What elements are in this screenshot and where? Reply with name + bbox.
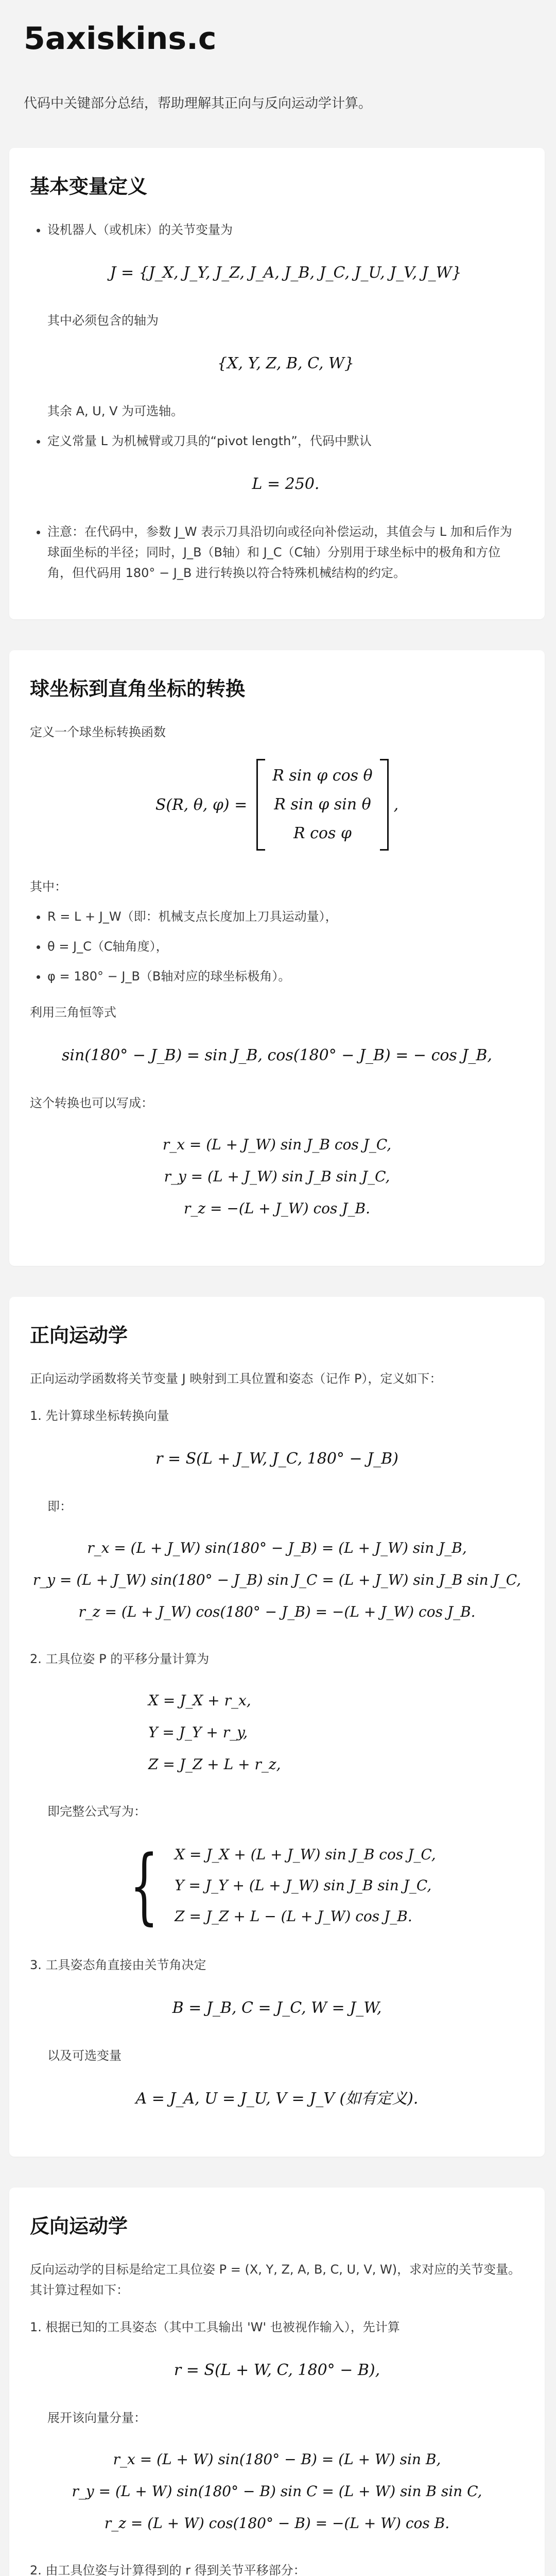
matrix-lhs: S(R, θ, φ) = (155, 795, 248, 814)
left-brace: { (130, 1837, 159, 1934)
equation-group (30, 1532, 524, 1628)
list-item (47, 431, 524, 498)
bullet-list (30, 906, 524, 987)
equation: r = S(L + W, C, 180° − B), (173, 2361, 380, 2379)
text-line: 其中： (30, 879, 67, 894)
equation-line: Z = J_Z + L − (L + J_W) cos J_B. (175, 1908, 412, 1925)
list-item: • φ = 180° − J_B（B轴对应的球坐标极角）。 (47, 966, 524, 987)
list-item (47, 219, 524, 421)
section-spherical-conversion (9, 650, 545, 1266)
text-line: 以及可选变量 (47, 2048, 121, 2063)
section-inverse-kinematics (9, 2188, 545, 2576)
step-text: 1. 根据已知的工具姿态（其中工具输出 'W' 也被视作输入），先计算 (30, 2320, 400, 2334)
equation: A = J_A, U = J_U, V = J_V (如有定义). (135, 2090, 419, 2108)
equation-line: r_x = (L + W) sin(180° − B) = (L + W) sin B, (113, 2451, 441, 2468)
matrix-equation (30, 759, 524, 851)
intro-text: 代码中关键部分总结，帮助理解其正向与反向运动学计算。 (24, 96, 372, 111)
text-line: 即： (47, 1499, 72, 1514)
list-item: • θ = J_C（C轴角度）， (47, 936, 524, 957)
equation: J = {J_X, J_Y, J_Z, J_A, J_B, J_C, J_U, J_V, J_W} (110, 264, 462, 282)
equation-line: r_z = (L + J_W) cos(180° − J_B) = −(L + J_W) cos J_B. (78, 1603, 476, 1620)
matrix-row: R sin φ cos θ (272, 767, 373, 785)
list-item: • R = L + J_W（即：机械支点长度加上刀具运动量）， (47, 906, 524, 927)
equation: {X, Y, Z, B, C, W} (217, 354, 354, 372)
equation-line: X = J_X + (L + J_W) sin J_B cos J_C, (175, 1846, 436, 1863)
list-item (47, 521, 524, 583)
text-line: 正向运动学函数将关节变量 J 映射到工具位置和姿态（记作 P），定义如下： (30, 1371, 442, 1386)
section-forward-kinematics (9, 1297, 545, 2157)
equation-line: r_z = −(L + J_W) cos J_B. (184, 1200, 370, 1217)
brace-equation (30, 1839, 524, 1932)
text-line: 定义一个球坐标转换函数 (30, 725, 166, 739)
equation: sin(180° − J_B) = sin J_B, cos(180° − J_B) = − cos J_B, (62, 1046, 492, 1064)
equation-line: r_y = (L + J_W) sin(180° − J_B) sin J_C = (L + J_W) sin J_B sin J_C, (32, 1571, 522, 1588)
left-bracket (256, 759, 265, 851)
text-line: 即完整公式写为： (47, 1804, 146, 1819)
matrix-row: R cos φ (293, 824, 352, 842)
equation-group (30, 1129, 524, 1225)
equation-line: r_z = (L + W) cos(180° − B) = −(L + W) cos B. (104, 2515, 450, 2532)
right-bracket (380, 759, 389, 851)
equation-line: r_y = (L + W) sin(180° − B) sin C = (L + W) sin B sin C, (72, 2483, 482, 2500)
article (9, 21, 545, 2576)
section-heading: 基本变量定义 (30, 175, 148, 198)
equation: r = S(L + J_W, J_C, 180° − J_B) (155, 1450, 398, 1468)
bullet-list (30, 219, 524, 583)
text-line: 展开该向量分量： (47, 2411, 146, 2425)
page-title: 5axiskins.c (24, 21, 217, 57)
equation-line: r_y = (L + J_W) sin J_B sin J_C, (164, 1168, 390, 1185)
equation: L = 250. (252, 475, 320, 493)
equation-line: Y = J_Y + (L + J_W) sin J_B sin J_C, (175, 1877, 432, 1894)
equation-line: r_x = (L + J_W) sin J_B cos J_C, (162, 1136, 392, 1153)
equation-line: Z = J_Z + L + r_z, (148, 1756, 281, 1773)
text-line: 这个转换也可以写成： (30, 1096, 153, 1110)
section-heading: 反向运动学 (30, 2215, 128, 2238)
equation: B = J_B, C = J_C, W = J_W, (172, 1999, 382, 2017)
text-line: 其中必须包含的轴为 (47, 313, 159, 328)
bullet-text: 定义常量 L 为机械臂或刀具的“pivot length”，代码中默认 (47, 434, 372, 448)
matrix-comma: , (393, 795, 399, 814)
matrix-cells (265, 761, 379, 848)
section-heading: 球坐标到直角坐标的转换 (30, 677, 246, 700)
step-text: 2. 工具位姿 P 的平移分量计算为 (30, 1652, 210, 1666)
text-line: 其余 A, U, V 为可选轴。 (47, 404, 184, 418)
matrix-row: R sin φ sin θ (274, 795, 371, 814)
bullet-text: 注意：在代码中，参数 J_W 表示刀具沿切向或径向补偿运动，其值会与 L 加和后作为球面坐标的半径；同时，J_B（B轴）和 J_C（C轴）分别用于球坐标中的极角和方位角，但代码用 180° − J_B 进行转换以符合特殊机械结构的约定。 (47, 524, 512, 580)
equation-line: r_x = (L + J_W) sin(180° − J_B) = (L + J_W) sin J_B, (87, 1539, 467, 1556)
equation-line: Y = J_Y + r_y, (148, 1724, 248, 1741)
equation-line: X = J_X + r_x, (148, 1692, 251, 1709)
bullet-text: 设机器人（或机床）的关节变量为 (47, 223, 233, 237)
section-heading: 正向运动学 (30, 1324, 128, 1347)
equation-group (30, 1685, 524, 1781)
step-text: 1. 先计算球坐标转换向量 (30, 1409, 169, 1423)
text-line: 反向运动学的目标是给定工具位姿 P = (X, Y, Z, A, B, C, U, V, W)，求对应的关节变量。其计算过程如下： (30, 2262, 521, 2297)
section-basic-variables (9, 148, 545, 619)
step-text: 2. 由工具位姿与计算得到的 r 得到关节平移部分： (30, 2563, 306, 2576)
step-text: 3. 工具姿态角直接由关节角决定 (30, 1958, 206, 1972)
text-line: 利用三角恒等式 (30, 1005, 116, 1020)
brace-lines (175, 1839, 436, 1932)
equation-group (30, 2444, 524, 2539)
